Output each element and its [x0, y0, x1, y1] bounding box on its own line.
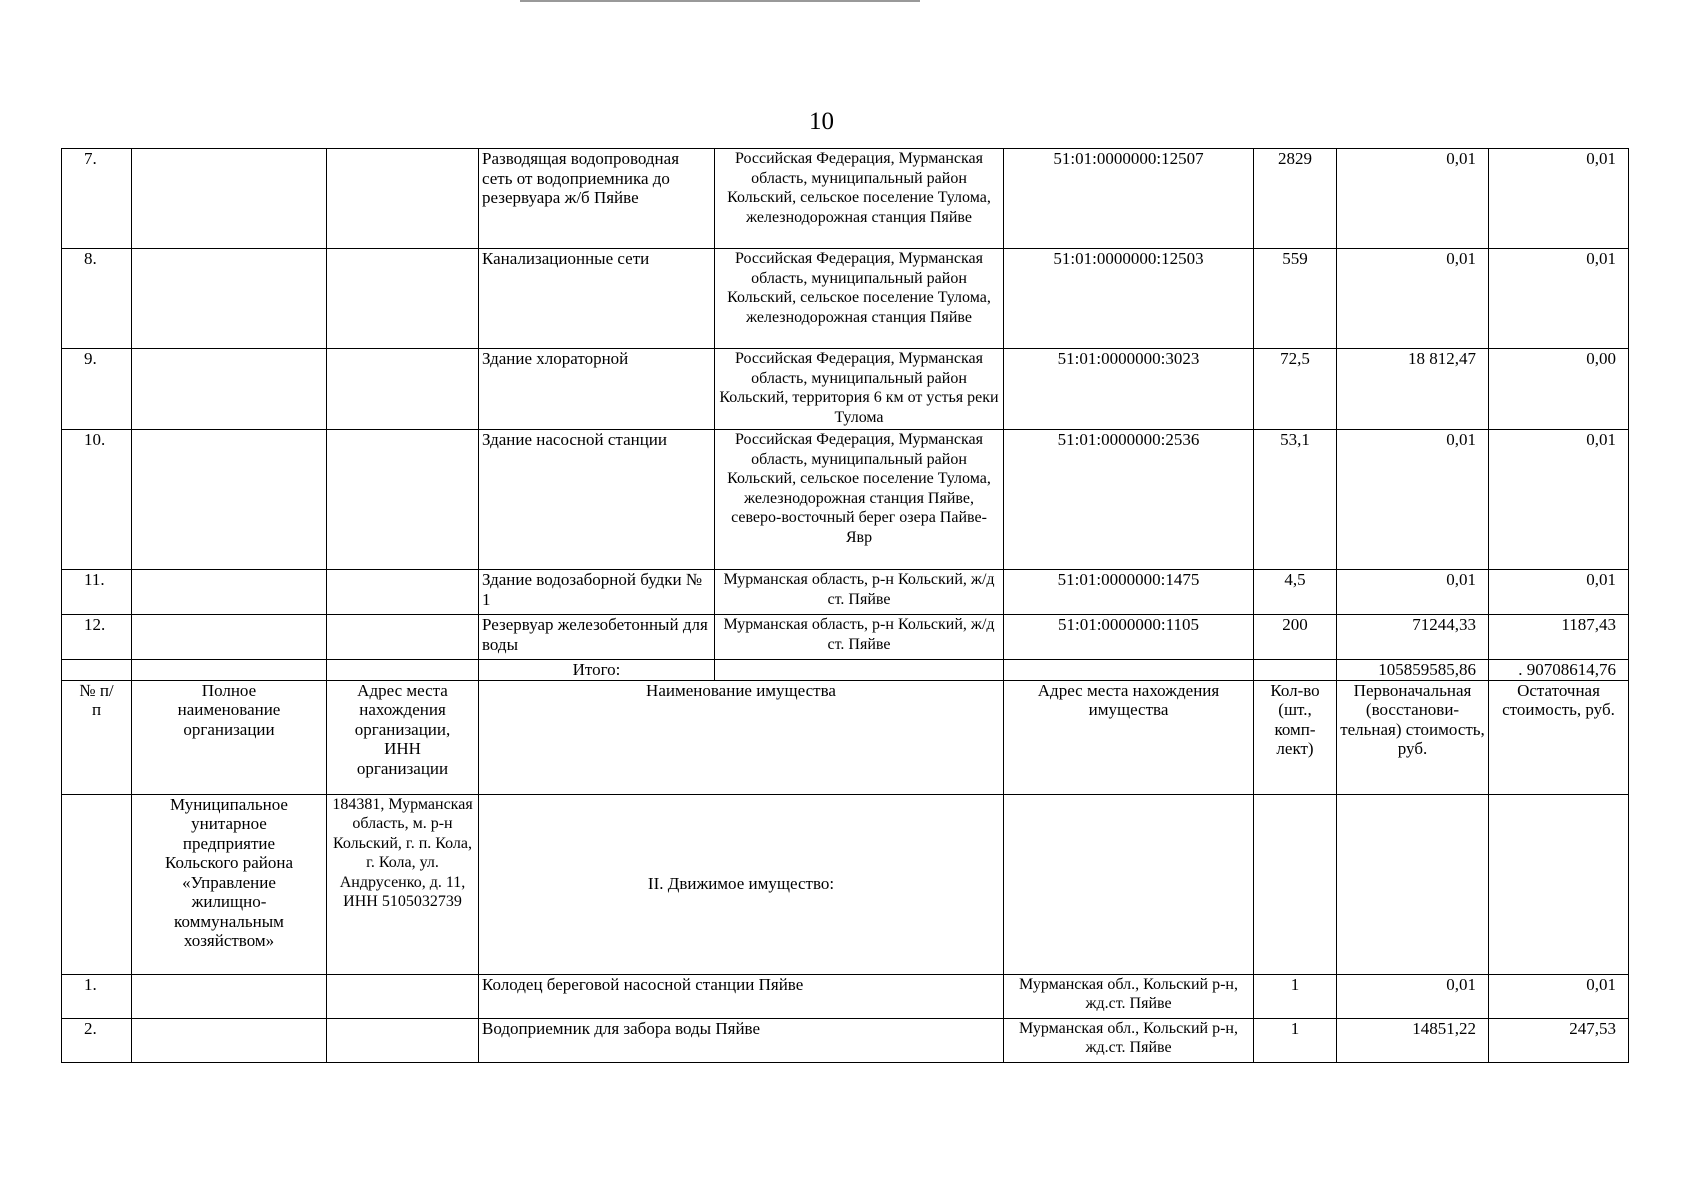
table-row [62, 349, 1629, 430]
row-number: 10. [62, 430, 132, 570]
property-name: Здание хлораторной [479, 349, 715, 430]
table-row [62, 1018, 1629, 1062]
header-org-address: Адрес места нахождения организации, ИНН организации [327, 680, 479, 794]
organization-address: 184381, Мурманская область, м. р-н Кольский, г. п. Кола, г. Кола, ул. Андрусенко, д. 11, ИНН 5105032739 [327, 794, 479, 974]
cadastral-number: 51:01:0000000:1105 [1004, 615, 1254, 660]
row-number: 8. [62, 249, 132, 349]
row-number: 11. [62, 570, 132, 615]
scan-top-edge [520, 0, 920, 2]
property-address: Российская Федерация, Мурманская область, муниципальный район Кольский, сельское поселение Тулома, железнодорожная станция Пяйве [715, 149, 1004, 249]
property-name: Здание насосной станции [479, 430, 715, 570]
cadastral-number: 51:01:0000000:3023 [1004, 349, 1254, 430]
property-address: Российская Федерация, Мурманская область, муниципальный район Кольский, сельское поселение Тулома, железнодорожная станция Пяйве, северо-восточный берег озера Пайве-Явр [715, 430, 1004, 570]
initial-cost: 0,01 [1337, 149, 1489, 249]
initial-cost: 18 812,47 [1337, 349, 1489, 430]
total-initial-cost: 105859585,86 [1337, 660, 1489, 681]
row-number: 1. [62, 974, 132, 1018]
property-name: Канализационные сети [479, 249, 715, 349]
total-row [62, 660, 1629, 681]
total-label: Итого: [479, 660, 715, 681]
residual-cost: 0,01 [1489, 570, 1629, 615]
table-row [62, 615, 1629, 660]
property-address: Мурманская обл., Кольский р-н, жд.ст. Пяйве [1004, 1018, 1254, 1062]
row-number: 7. [62, 149, 132, 249]
quantity: 200 [1254, 615, 1337, 660]
row-number: 2. [62, 1018, 132, 1062]
total-residual-cost: . 90708614,76 [1489, 660, 1629, 681]
quantity: 53,1 [1254, 430, 1337, 570]
table-header [62, 680, 1629, 794]
property-address: Российская Федерация, Мурманская область, муниципальный район Кольский, территория 6 км от устья реки Тулома [715, 349, 1004, 430]
organization-row [62, 794, 1629, 974]
row-number: 12. [62, 615, 132, 660]
property-address: Российская Федерация, Мурманская область, муниципальный район Кольский, сельское поселение Тулома, железнодорожная станция Пяйве [715, 249, 1004, 349]
quantity: 4,5 [1254, 570, 1337, 615]
table-row [62, 149, 1629, 249]
residual-cost: 0,00 [1489, 349, 1629, 430]
property-address: Мурманская область, р-н Кольский, ж/д ст. Пяйве [715, 570, 1004, 615]
quantity: 1 [1254, 974, 1337, 1018]
table-row [62, 570, 1629, 615]
property-address: Мурманская обл., Кольский р-н, жд.ст. Пяйве [1004, 974, 1254, 1018]
quantity: 1 [1254, 1018, 1337, 1062]
cadastral-number: 51:01:0000000:12507 [1004, 149, 1254, 249]
property-table [61, 148, 1629, 1063]
quantity: 2829 [1254, 149, 1337, 249]
table-row [62, 974, 1629, 1018]
header-org-name: Полное наименование организации [132, 680, 327, 794]
organization-name: Муниципальное унитарное предприятие Кольского района «Управление жилищно-коммунальным хозяйством» [132, 794, 327, 974]
header-no: № п/п [62, 680, 132, 794]
cadastral-number: 51:01:0000000:12503 [1004, 249, 1254, 349]
quantity: 72,5 [1254, 349, 1337, 430]
residual-cost: 0,01 [1489, 430, 1629, 570]
residual-cost: 0,01 [1489, 149, 1629, 249]
residual-cost: 0,01 [1489, 974, 1629, 1018]
property-address: Мурманская область, р-н Кольский, ж/д ст. Пяйве [715, 615, 1004, 660]
quantity: 559 [1254, 249, 1337, 349]
property-name: Резервуар железобетонный для воды [479, 615, 715, 660]
property-name: Колодец береговой насосной станции Пяйве [479, 974, 1004, 1018]
header-initial-cost: Первоначальная (восстанови-тельная) стоимость, руб. [1337, 680, 1489, 794]
initial-cost: 0,01 [1337, 974, 1489, 1018]
initial-cost: 0,01 [1337, 430, 1489, 570]
initial-cost: 0,01 [1337, 249, 1489, 349]
table-row [62, 430, 1629, 570]
initial-cost: 14851,22 [1337, 1018, 1489, 1062]
cadastral-number: 51:01:0000000:1475 [1004, 570, 1254, 615]
header-property-name: Наименование имущества [479, 680, 1004, 794]
header-qty: Кол-во (шт., комп-лект) [1254, 680, 1337, 794]
header-residual-cost: Остаточная стоимость, руб. [1489, 680, 1629, 794]
page-number: 10 [809, 108, 834, 135]
property-name: Водоприемник для забора воды Пяйве [479, 1018, 1004, 1062]
section2-title: II. Движимое имущество: [479, 794, 1004, 974]
residual-cost: 247,53 [1489, 1018, 1629, 1062]
cadastral-number: 51:01:0000000:2536 [1004, 430, 1254, 570]
initial-cost: 71244,33 [1337, 615, 1489, 660]
residual-cost: 0,01 [1489, 249, 1629, 349]
initial-cost: 0,01 [1337, 570, 1489, 615]
table-row [62, 249, 1629, 349]
header-property-address: Адрес места нахождения имущества [1004, 680, 1254, 794]
property-name: Здание водозаборной будки № 1 [479, 570, 715, 615]
property-name: Разводящая водопроводная сеть от водоприемника до резервуара ж/б Пяйве [479, 149, 715, 249]
row-number: 9. [62, 349, 132, 430]
residual-cost: 1187,43 [1489, 615, 1629, 660]
